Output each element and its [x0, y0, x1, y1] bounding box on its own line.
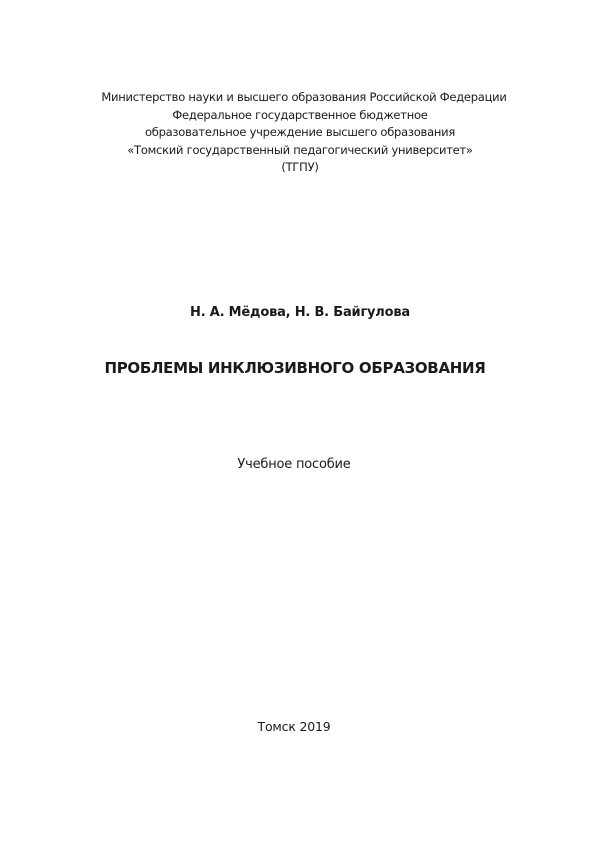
- authors: Н. А. Мёдова, Н. В. Байгулова: [190, 305, 410, 320]
- institution-header: [0, 89, 600, 177]
- document-type: Учебное пособие: [237, 457, 351, 472]
- institution-category-line: образовательное учреждение высшего образования: [144, 125, 456, 139]
- book-title: ПРОБЛЕМЫ ИНКЛЮЗИВНОГО ОБРАЗОВАНИЯ: [104, 359, 486, 377]
- ministry-line: Министерство науки и высшего образования Российской Федерации: [101, 90, 507, 104]
- university-abbreviation-line: (ТГПУ): [281, 160, 319, 174]
- university-name-line: «Томский государственный педагогический университет»: [127, 142, 473, 157]
- imprint-city-year: Томск 2019: [257, 719, 331, 734]
- institution-type-line: Федеральное государственное бюджетное: [172, 107, 428, 122]
